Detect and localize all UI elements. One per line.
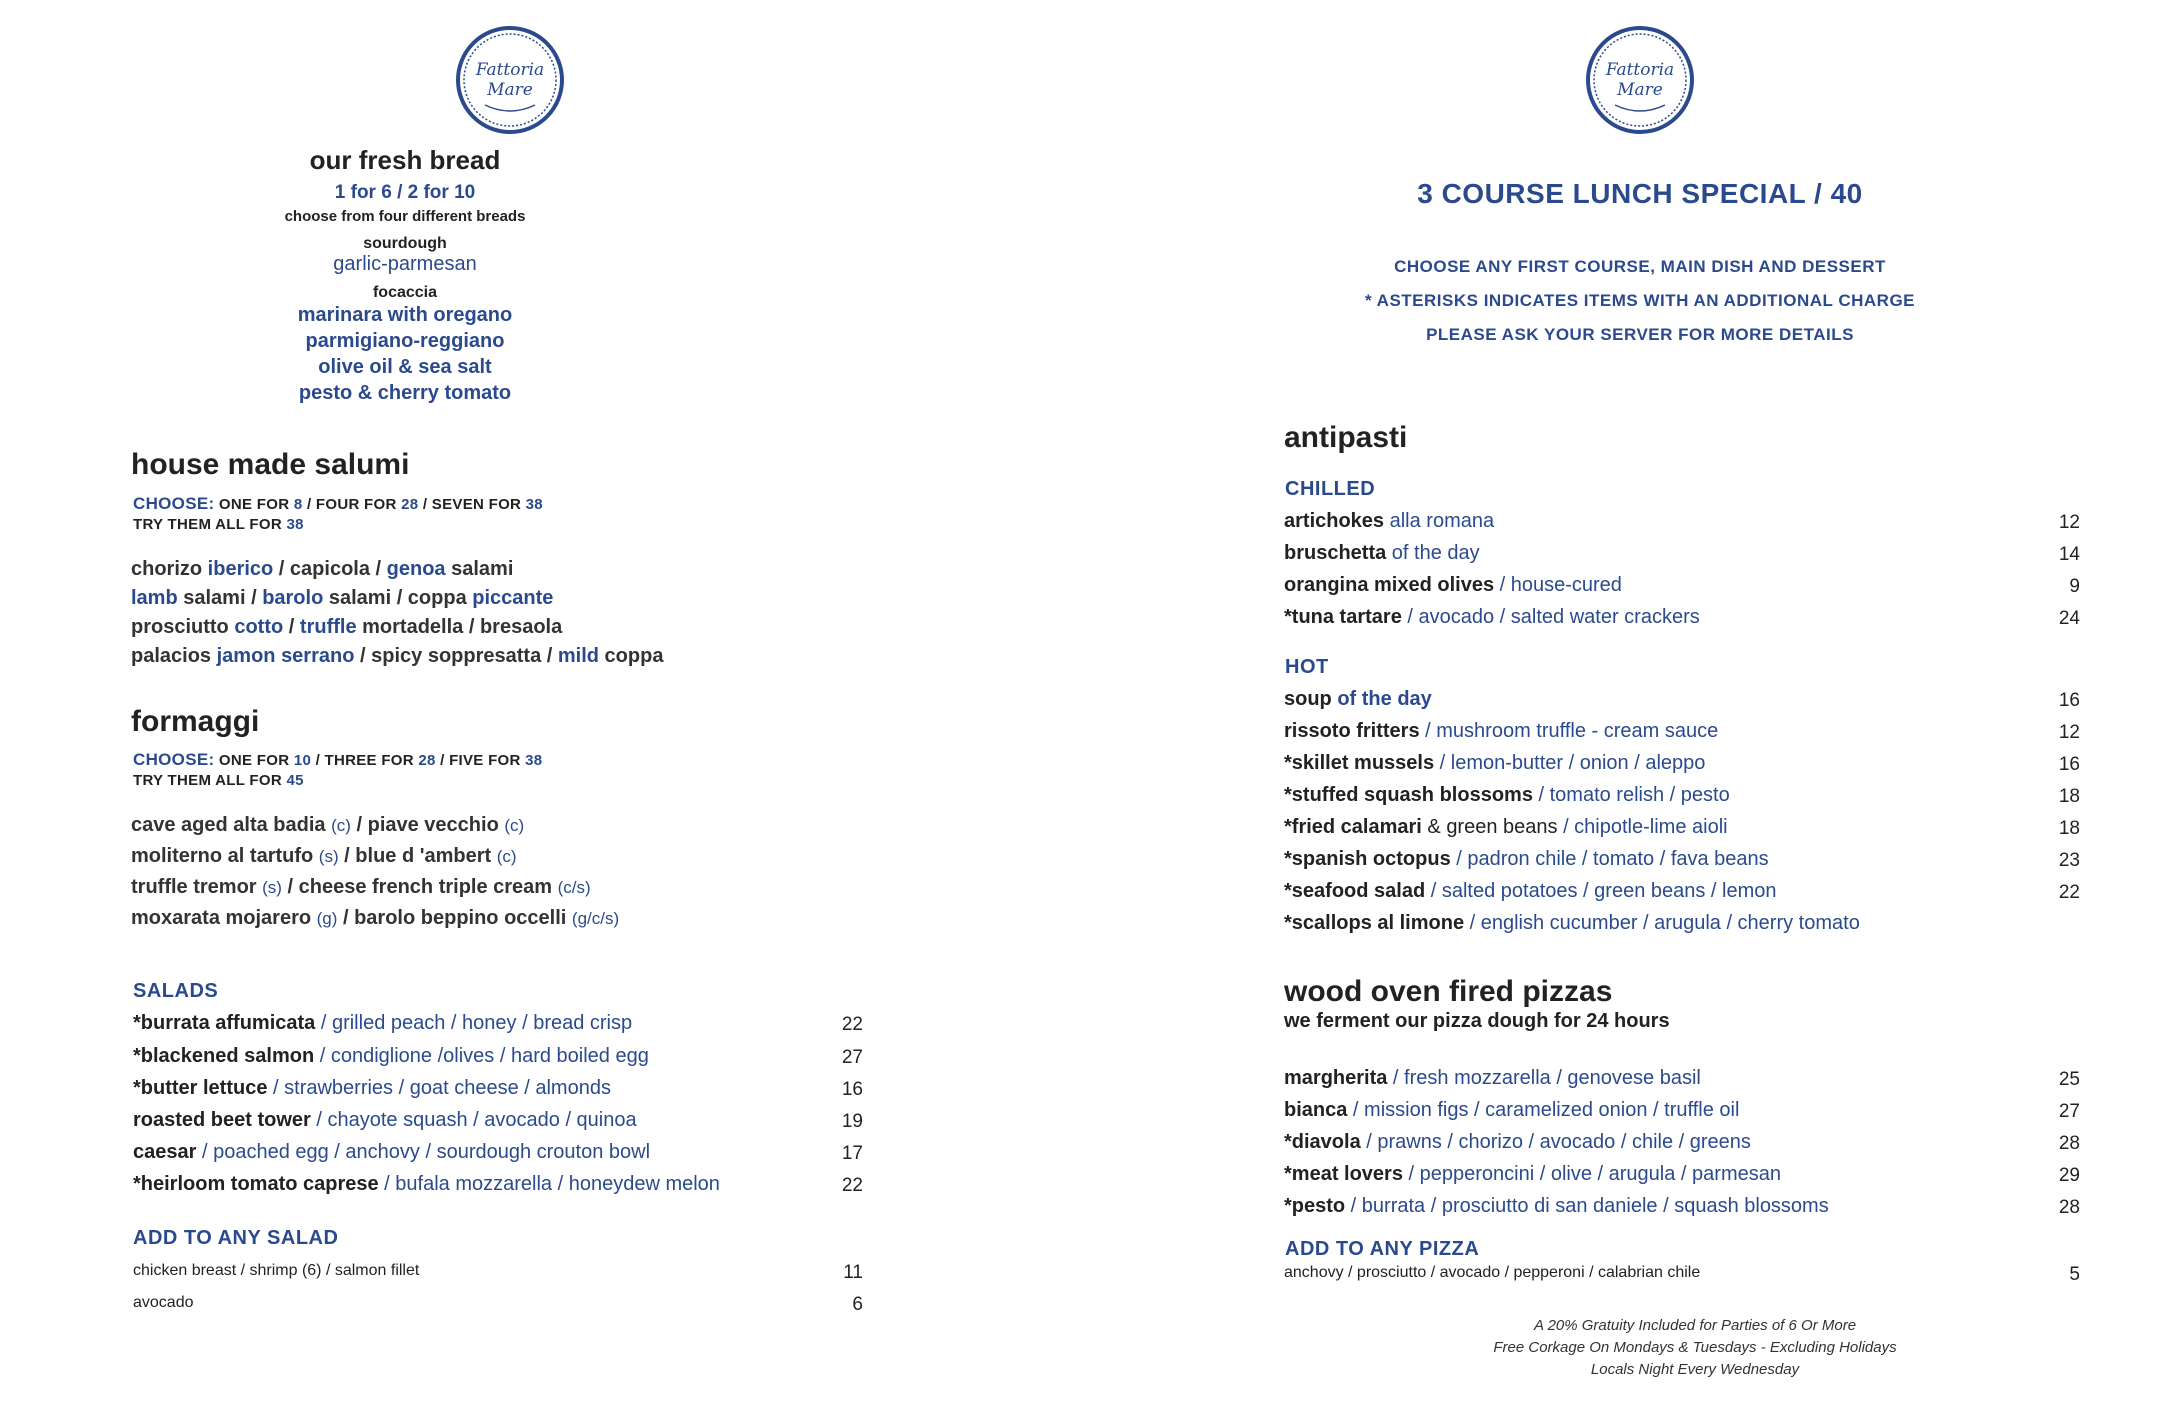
svg-text:Fattoria: Fattoria (1605, 60, 1675, 80)
footer-notes (1395, 1315, 1995, 1381)
hot-price: 22 (2058, 882, 2080, 903)
cheese-line: moliterno al tartufo (s) / blue d 'ambert (c) (131, 845, 517, 867)
add-salad-item: chicken breast / shrimp (6) / salmon fillet (133, 1262, 420, 1279)
salad-row: *burrata affumicata / grilled peach / honey / bread crisp (133, 1012, 633, 1034)
add-pizza-title: ADD TO ANY PIZZA (1285, 1238, 1480, 1260)
pizza-row: margherita / fresh mozzarella / genovese basil (1284, 1067, 1701, 1089)
add-salad-price: 6 (852, 1294, 863, 1315)
salumi-title: house made salumi (131, 448, 410, 481)
salumi-line: prosciutto cotto / truffle mortadella / bresaola (131, 616, 563, 638)
salumi-list (131, 555, 663, 671)
salad-row: *butter lettuce / strawberries / goat cheese / almonds (133, 1077, 611, 1099)
hot-row: *fried calamari & green beans / chipotle-lime aioli (1284, 816, 1728, 838)
cheese-line: cave aged alta badia (c) / piave vecchio (c) (131, 814, 525, 836)
hot-row: rissoto fritters / mushroom truffle - cream sauce (1284, 720, 1719, 742)
lunch-special-title: 3 COURSE LUNCH SPECIAL / 40 (1417, 178, 1863, 209)
hot-price: 16 (2058, 690, 2080, 711)
salad-row: *blackened salmon / condiglione /olives / hard boiled egg (133, 1045, 649, 1067)
chilled-price: 12 (2058, 512, 2080, 533)
focaccia-item: pesto & cherry tomato (298, 382, 512, 404)
hot-row: *seafood salad / salted potatoes / green beans / lemon (1284, 880, 1777, 902)
hot-row: *stuffed squash blossoms / tomato relish / pesto (1284, 784, 1730, 806)
chilled-price: 24 (2058, 608, 2080, 629)
focaccia-heading: focaccia (372, 284, 438, 301)
pizza-row: *meat lovers / pepperoncini / olive / arugula / parmesan (1284, 1163, 1781, 1185)
salumi-line: chorizo iberico / capicola / genoa salami (131, 558, 514, 580)
footer-line: Locals Night Every Wednesday (1590, 1361, 1800, 1378)
salad-price: 16 (841, 1079, 863, 1100)
fatteria-mare-logo (1585, 25, 1695, 135)
sourdough-item: garlic-parmesan (333, 253, 477, 275)
svg-text:Mare: Mare (487, 80, 533, 100)
svg-text:Fattoria: Fattoria (475, 60, 545, 80)
bread-note: choose from four different breads (284, 208, 526, 225)
lunch-special-notes (1290, 250, 1990, 352)
salumi-line: lamb salami / barolo salami / coppa piccante (131, 587, 554, 609)
pizza-price: 29 (2058, 1165, 2080, 1186)
add-salad-title: ADD TO ANY SALAD (133, 1227, 339, 1249)
sourdough-heading: sourdough (363, 235, 447, 252)
chilled-row: orangina mixed olives / house-cured (1284, 574, 1622, 596)
add-salad-item: avocado (133, 1294, 194, 1311)
hot-row: *scallops al limone / english cucumber / arugula / cherry tomato (1284, 912, 1860, 934)
hot-price: 16 (2058, 754, 2080, 775)
hot-row: soup of the day (1284, 688, 1432, 710)
pizza-price: 25 (2058, 1069, 2080, 1090)
add-pizza-price: 5 (2069, 1264, 2080, 1285)
salumi-all: TRY THEM ALL FOR 38 (133, 516, 304, 533)
bread-section (205, 145, 605, 406)
focaccia-item: olive oil & sea salt (318, 356, 492, 378)
svg-text:Mare: Mare (1617, 80, 1663, 100)
cheese-line: truffle tremor (s) / cheese french triple cream (c/s) (131, 876, 591, 898)
formaggi-choose: CHOOSE: ONE FOR 10 / THREE FOR 28 / FIVE FOR 38 (133, 750, 543, 769)
pizza-price: 28 (2058, 1197, 2080, 1218)
focaccia-item: marinara with oregano (297, 304, 513, 326)
bread-title: our fresh bread (309, 145, 501, 175)
cheese-line: moxarata mojarero (g) / barolo beppino occelli (g/c/s) (131, 907, 620, 929)
pizza-row: bianca / mission figs / caramelized onion / truffle oil (1284, 1099, 1740, 1121)
fatteria-mare-logo (455, 25, 565, 135)
salad-row: *heirloom tomato caprese / bufala mozzarella / honeydew melon (133, 1173, 720, 1195)
special-note: PLEASE ASK YOUR SERVER FOR MORE DETAILS (1426, 325, 1854, 344)
salumi-line: palacios jamon serrano / spicy soppresatta / mild coppa (131, 645, 664, 667)
salad-price: 19 (841, 1111, 863, 1132)
hot-row: *spanish octopus / padron chile / tomato / fava beans (1284, 848, 1769, 870)
chilled-row: bruschetta of the day (1284, 542, 1480, 564)
hot-price: 12 (2058, 722, 2080, 743)
footer-line: Free Corkage On Mondays & Tuesdays - Excluding Holidays (1493, 1339, 1897, 1356)
chilled-price: 14 (2058, 544, 2080, 565)
add-pizza-item: anchovy / prosciutto / avocado / pepperoni / calabrian chile (1284, 1264, 1701, 1281)
salad-row: caesar / poached egg / anchovy / sourdough crouton bowl (133, 1141, 651, 1163)
pizza-row: *pesto / burrata / prosciutto di san daniele / squash blossoms (1284, 1195, 1829, 1217)
add-salad-price: 11 (843, 1262, 863, 1283)
salads-title: SALADS (133, 980, 219, 1002)
pizza-row: *diavola / prawns / chorizo / avocado / chile / greens (1284, 1131, 1751, 1153)
hot-price: 23 (2058, 850, 2080, 871)
chilled-price: 9 (2069, 576, 2080, 597)
salumi-choose: CHOOSE: ONE FOR 8 / FOUR FOR 28 / SEVEN FOR 38 (133, 494, 543, 513)
pizza-price: 28 (2058, 1133, 2080, 1154)
chilled-row: artichokes alla romana (1284, 510, 1495, 532)
formaggi-list (131, 810, 619, 934)
pizza-price: 27 (2058, 1101, 2080, 1122)
bread-price: 1 for 6 / 2 for 10 (334, 182, 476, 203)
focaccia-item: parmigiano-reggiano (305, 330, 505, 352)
antipasti-title: antipasti (1284, 421, 1408, 454)
special-note: * ASTERISKS INDICATES ITEMS WITH AN ADDITIONAL CHARGE (1364, 291, 1916, 310)
formaggi-all: TRY THEM ALL FOR 45 (133, 772, 304, 789)
hot-title: HOT (1285, 656, 1329, 678)
pizza-title: wood oven fired pizzas (1284, 975, 1613, 1008)
hot-price: 18 (2058, 786, 2080, 807)
hot-row: *skillet mussels / lemon-butter / onion / aleppo (1284, 752, 1706, 774)
footer-line: A 20% Gratuity Included for Parties of 6 Or More (1533, 1317, 1857, 1334)
salad-price: 22 (841, 1014, 863, 1035)
hot-price: 18 (2058, 818, 2080, 839)
salad-row: roasted beet tower / chayote squash / avocado / quinoa (133, 1109, 637, 1131)
salad-price: 17 (841, 1143, 863, 1164)
special-note: CHOOSE ANY FIRST COURSE, MAIN DISH AND DESSERT (1394, 257, 1886, 276)
chilled-row: *tuna tartare / avocado / salted water crackers (1284, 606, 1700, 628)
pizza-subtitle: we ferment our pizza dough for 24 hours (1284, 1010, 1670, 1032)
salad-price: 27 (841, 1047, 863, 1068)
salad-price: 22 (841, 1175, 863, 1196)
formaggi-title: formaggi (131, 705, 260, 738)
chilled-title: CHILLED (1285, 478, 1376, 500)
